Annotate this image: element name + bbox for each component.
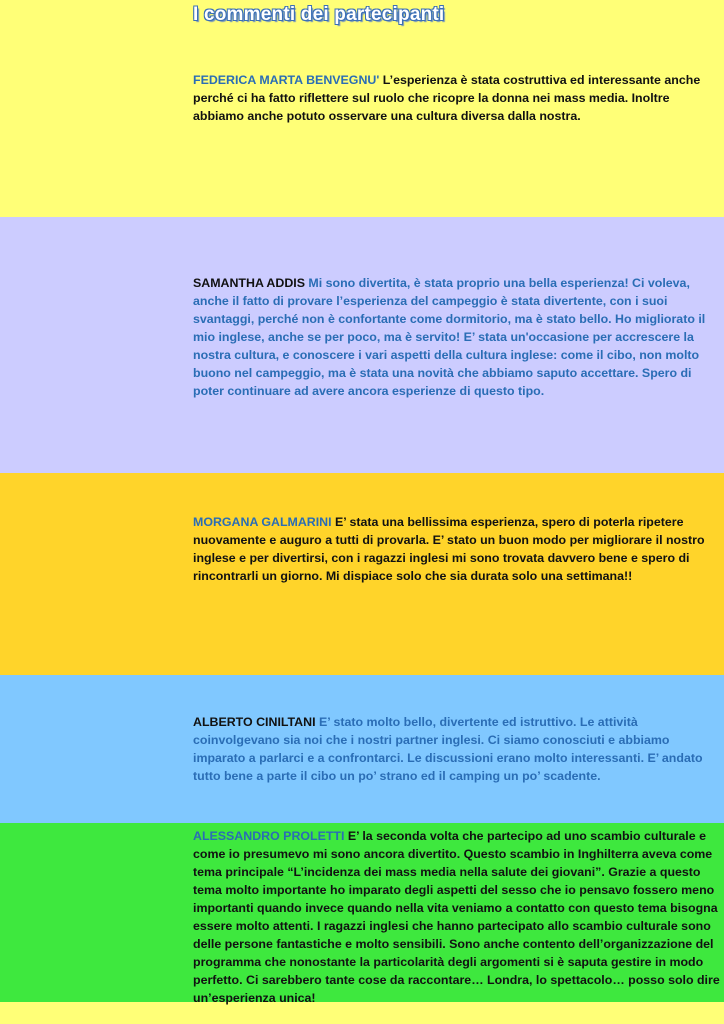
- comment-text: E’ la seconda volta che partecipo ad uno scambio culturale e come io presumevo mi sono ancora divertito. Questo scambio in Inghilterra aveva come tema principale “L’incidenza dei mass media nella salute dei giovani”. Grazie a questo tema molto importante ho imparato degli aspetti del sesso che io pensavo fossero meno importanti quando invece quando nella vita veniamo a contatto con questo tema bisogna essere molto attenti. I ragazzi inglesi che hanno partecipato allo scambio culturale sono delle persone fantastiche e molto sensibili. Sono anche contento dell’organizzazione del programma che nonostante la particolarità degli argomenti si è saputa gestire in modo perfetto. Ci sarebbero tante cose da raccontare… Londra, lo spettacolo… posso solo dire un’esperienza unica!: [193, 829, 720, 1005]
- comment-alberto: [193, 713, 721, 785]
- comment-author: ALESSANDRO PROLETTI: [193, 829, 345, 843]
- comment-author: SAMANTHA ADDIS: [193, 276, 305, 290]
- page-title: I commenti dei partecipanti: [193, 4, 445, 25]
- comment-morgana: [193, 513, 721, 585]
- comment-text: E’ stata una bellissima esperienza, spero di poterla ripetere nuovamente e auguro a tutti di provarla. E’ stato un buon modo per migliorare il nostro inglese e per divertirsi, con i ragazzi inglesi mi sono trovata davvero bene e spero di rincontrarli un giorno. Mi dispiace solo che sia durata solo una settimana!!: [193, 515, 705, 583]
- comment-text: E’ stato molto bello, divertente ed istruttivo. Le attività coinvolgevano sia noi che i nostri partner inglesi. Ci siamo conosciuti e abbiamo imparato a parlarci e a confrontarci. Le discussioni erano molto interessanti. E’ andato tutto bene a parte il cibo un po’ strano ed il camping un po’ scadente.: [193, 715, 703, 783]
- comment-text: Mi sono divertita, è stata proprio una bella esperienza! Ci voleva, anche il fatto di provare l’esperienza del campeggio è stata divertente, con i suoi svantaggi, perché non è confortante come dormitorio, ma è stato bello. Ho migliorato il mio inglese, anche se per poco, ma è servito! E’ stata un'occasione per accrescere la nostra cultura, e conoscere i vari aspetti della cultura inglese: come il cibo, non molto buono nel campeggio, ma è stata una novità che abbiamo saputo accettare. Spero di poter continuare ad avere ancora esperienze di questo tipo.: [193, 276, 706, 398]
- comment-federica: [193, 71, 721, 125]
- comment-author: FEDERICA MARTA BENVEGNU': [193, 73, 380, 87]
- comment-text: L’esperienza è stata costruttiva ed interessante anche perché ci ha fatto riflettere sul ruolo che ricopre la donna nei mass media. Inoltre abbiamo anche potuto osservare una cultura diversa dalla nostra.: [193, 73, 701, 123]
- comment-author: MORGANA GALMARINI: [193, 515, 332, 529]
- comment-author: ALBERTO CINILTANI: [193, 715, 316, 729]
- comment-samantha: [193, 274, 721, 400]
- comment-alessandro: [193, 827, 721, 1007]
